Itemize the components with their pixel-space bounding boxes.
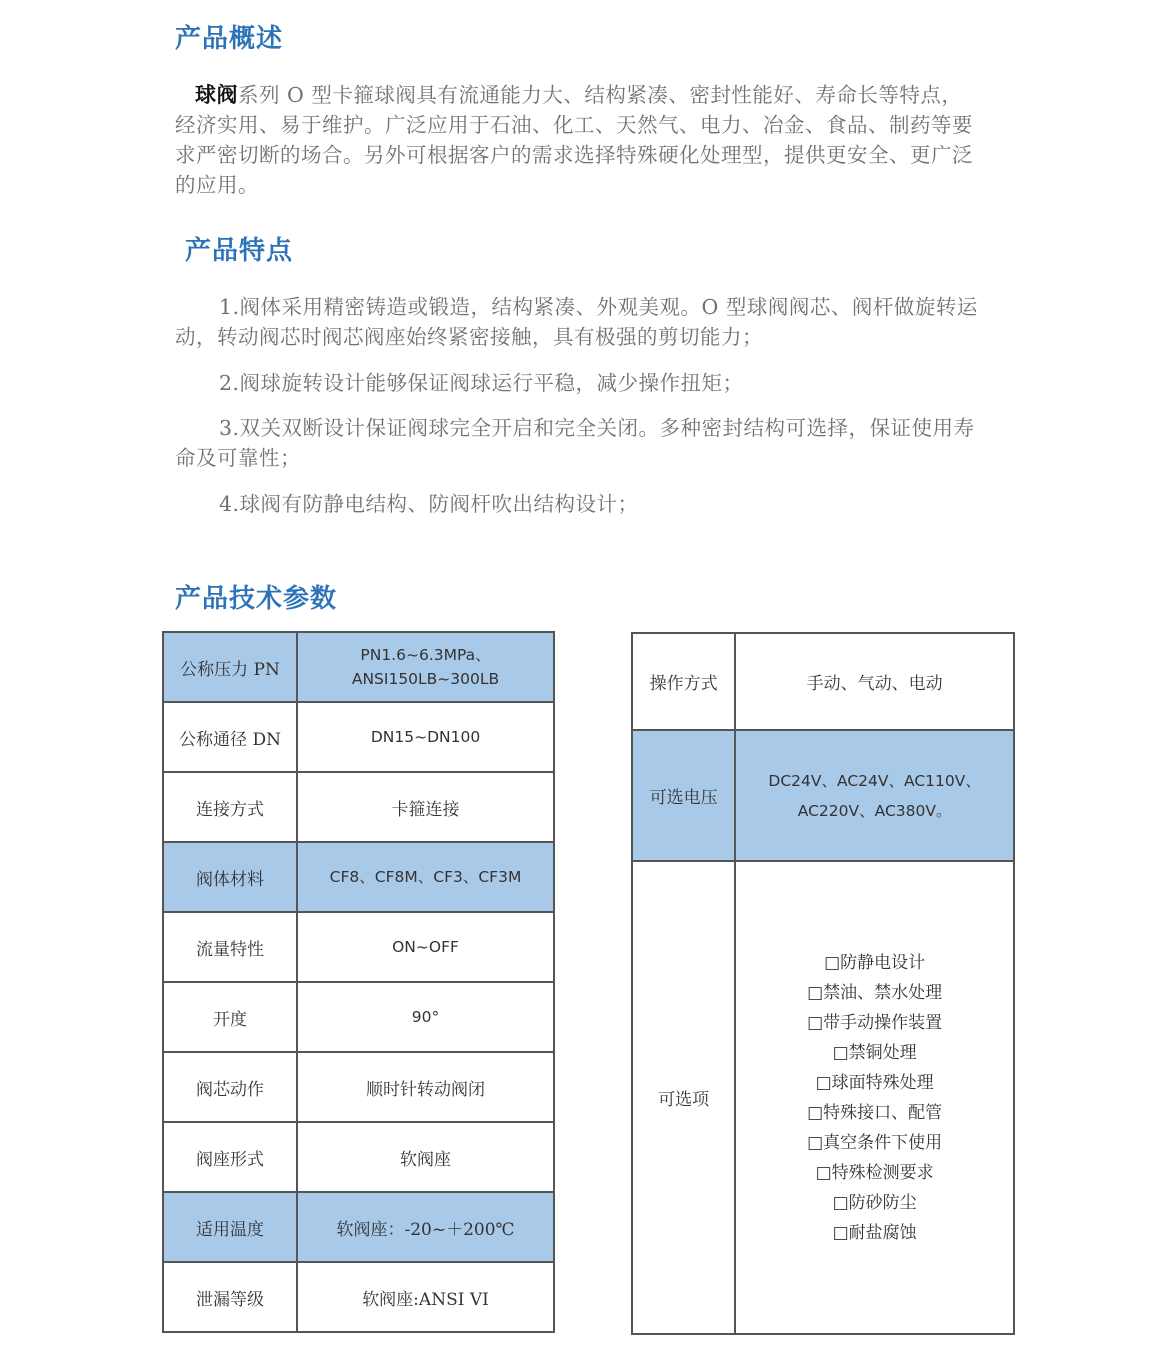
param-value: 90° [297,982,554,1052]
option-item: □带手动操作装置 [807,1012,943,1033]
params-right-table [631,632,1015,1335]
option-item: □防静电设计 [824,952,926,973]
features-heading: 产品特点 [185,236,294,266]
param-value: 顺时针转动阀闭 [297,1052,554,1122]
param-label: 阀体材料 [163,842,297,912]
param-value: PN1.6~6.3MPa、 ANSI150LB~300LB [297,632,554,702]
feature-item-3: 3.双关双断设计保证阀球完全开启和完全关闭。多种密封结构可选择，保证使用寿命及可靠性； [175,416,975,470]
option-item: □真空条件下使用 [807,1132,943,1153]
param-label: 公称通径 DN [163,702,297,772]
param-value: 软阀座:ANSI VI [297,1262,554,1332]
param-value: CF8、CF8M、CF3、CF3M [297,842,554,912]
overview-heading: 产品概述 [175,24,284,54]
param-label: 阀芯动作 [163,1052,297,1122]
feature-item-2: 2.阀球旋转设计能够保证阀球运行平稳，减少操作扭矩； [219,371,744,395]
param-value: 软阀座 [297,1122,554,1192]
table-row [163,1262,554,1332]
param-label: 泄漏等级 [163,1262,297,1332]
option-item: □耐盐腐蚀 [832,1222,917,1243]
param-value: ON~OFF [297,912,554,982]
overview-paragraph [175,80,980,200]
option-item: □特殊接口、配管 [807,1102,943,1123]
feature-item-1: 1.阀体采用精密铸造或锻造，结构紧凑、外观美观。O 型球阀阀芯、阀杆做旋转运动，转动阀芯时阀芯阀座始终紧密接触，具有极强的剪切能力； [175,295,978,349]
table-row [163,772,554,842]
options-list [736,948,1013,1248]
table-row [163,982,554,1052]
table-row [163,912,554,982]
table-row [163,1052,554,1122]
overview-keyword: 球阀 [195,83,238,107]
voltage-value: DC24V、AC24V、AC110V、 AC220V、AC380V。 [735,730,1014,861]
overview-body: 系列 O 型卡箍球阀具有流通能力大、结构紧凑、密封性能好、寿命长等特点，经济实用、易于维护。广泛应用于石油、化工、天然气、电力、冶金、食品、制药等要求严密切断的场合。另外可根据客户的需求选择特殊硬化处理型，提供更安全、更广泛的应用。 [175,83,973,197]
params-heading: 产品技术参数 [175,584,338,614]
table-row [163,842,554,912]
feature-item-4: 4.球阀有防静电结构、防阀杆吹出结构设计； [219,492,639,516]
param-value: 卡箍连接 [297,772,554,842]
table-row [163,1192,554,1262]
params-left-table [162,631,555,1333]
option-item: □球面特殊处理 [815,1072,934,1093]
voltage-label: 可选电压 [632,730,735,861]
param-value: 软阀座：-20~＋200℃ [297,1192,554,1262]
param-label: 流量特性 [163,912,297,982]
option-item: □特殊检测要求 [815,1162,934,1183]
table-row [163,632,554,702]
param-label: 公称压力 PN [163,632,297,702]
option-item: □防砂防尘 [832,1192,917,1213]
options-cell [735,861,1014,1334]
table-row [632,730,1014,861]
option-item: □禁铜处理 [832,1042,917,1063]
param-label: 连接方式 [163,772,297,842]
option-item: □禁油、禁水处理 [807,982,943,1003]
operation-value: 手动、气动、电动 [735,633,1014,730]
table-row [163,1122,554,1192]
table-row [632,633,1014,730]
operation-label: 操作方式 [632,633,735,730]
options-label: 可选项 [632,861,735,1334]
param-label: 阀座形式 [163,1122,297,1192]
param-label: 适用温度 [163,1192,297,1262]
param-value: DN15~DN100 [297,702,554,772]
table-row [632,861,1014,1334]
param-label: 开度 [163,982,297,1052]
table-row [163,702,554,772]
